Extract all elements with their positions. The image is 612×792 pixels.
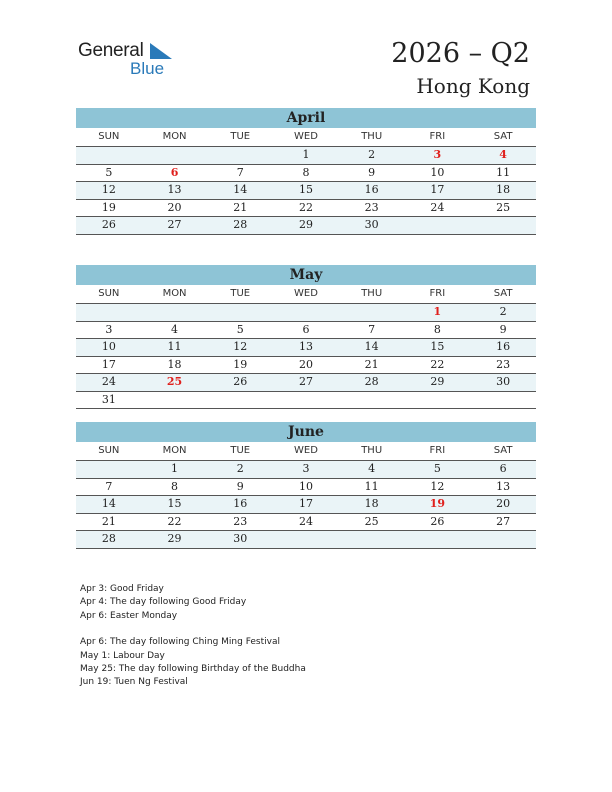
day-cell: 4	[339, 461, 405, 479]
day-cell: 12	[76, 182, 142, 200]
day-cell: 21	[76, 513, 142, 531]
week-row	[76, 182, 536, 200]
day-cell	[470, 391, 536, 409]
week-row	[76, 513, 536, 531]
day-cell: 19	[76, 199, 142, 217]
day-cell: 16	[339, 182, 405, 200]
day-cell: 3	[273, 461, 339, 479]
month-april	[76, 108, 536, 235]
month-grid	[76, 442, 536, 549]
weekday-header: SUN	[76, 128, 142, 147]
weekday-header: TUE	[207, 442, 273, 461]
day-cell: 26	[76, 217, 142, 235]
day-cell: 18	[339, 496, 405, 514]
day-cell: 4	[470, 147, 536, 165]
day-cell: 21	[339, 356, 405, 374]
day-cell	[405, 531, 471, 549]
month-title: April	[76, 108, 536, 128]
week-row	[76, 217, 536, 235]
day-cell: 6	[470, 461, 536, 479]
day-cell: 23	[207, 513, 273, 531]
month-june	[76, 422, 536, 549]
weekday-header: WED	[273, 285, 339, 304]
day-cell: 26	[207, 374, 273, 392]
month-title: May	[76, 265, 536, 285]
day-cell: 10	[76, 339, 142, 357]
day-cell	[470, 531, 536, 549]
week-row	[76, 321, 536, 339]
weekday-header: THU	[339, 285, 405, 304]
day-cell	[142, 304, 208, 322]
holiday-note: May 25: The day following Birthday of the Buddha	[80, 663, 306, 674]
day-cell: 8	[405, 321, 471, 339]
day-cell: 30	[339, 217, 405, 235]
day-cell: 7	[339, 321, 405, 339]
day-cell: 19	[207, 356, 273, 374]
weekday-header: THU	[339, 128, 405, 147]
day-cell	[76, 461, 142, 479]
day-cell: 10	[405, 164, 471, 182]
day-cell	[142, 391, 208, 409]
holiday-note: Apr 6: The day following Ching Ming Festival	[80, 637, 280, 648]
day-cell: 22	[142, 513, 208, 531]
day-cell: 9	[339, 164, 405, 182]
day-cell	[207, 304, 273, 322]
week-row	[76, 199, 536, 217]
weekday-header: SAT	[470, 442, 536, 461]
week-row	[76, 461, 536, 479]
day-cell: 1	[142, 461, 208, 479]
day-cell: 20	[470, 496, 536, 514]
week-row	[76, 374, 536, 392]
day-cell: 17	[273, 496, 339, 514]
day-cell: 2	[207, 461, 273, 479]
logo-general-text: General	[78, 40, 144, 61]
holiday-note: Jun 19: Tuen Ng Festival	[80, 677, 188, 688]
day-cell	[273, 391, 339, 409]
day-cell: 12	[405, 478, 471, 496]
day-cell: 13	[470, 478, 536, 496]
day-cell: 18	[142, 356, 208, 374]
week-row	[76, 339, 536, 357]
day-cell: 9	[207, 478, 273, 496]
month-grid	[76, 285, 536, 409]
day-cell: 29	[273, 217, 339, 235]
day-cell: 7	[76, 478, 142, 496]
day-cell: 5	[76, 164, 142, 182]
weekday-header: FRI	[405, 442, 471, 461]
day-cell: 8	[142, 478, 208, 496]
day-cell: 25	[142, 374, 208, 392]
generalblue-logo	[78, 40, 178, 80]
holiday-note: Apr 3: Good Friday	[80, 584, 164, 594]
day-cell: 11	[142, 339, 208, 357]
day-cell: 11	[339, 478, 405, 496]
day-cell: 20	[273, 356, 339, 374]
day-cell: 31	[76, 391, 142, 409]
day-cell	[273, 304, 339, 322]
day-cell: 24	[405, 199, 471, 217]
logo-triangle-icon	[150, 43, 172, 59]
day-cell: 15	[142, 496, 208, 514]
weekday-header: SAT	[470, 128, 536, 147]
day-cell: 13	[142, 182, 208, 200]
day-cell: 22	[273, 199, 339, 217]
day-cell: 1	[273, 147, 339, 165]
weekday-header: WED	[273, 442, 339, 461]
weekday-header: FRI	[405, 285, 471, 304]
day-cell: 16	[207, 496, 273, 514]
weekday-header: SUN	[76, 285, 142, 304]
day-cell: 22	[405, 356, 471, 374]
day-cell: 5	[207, 321, 273, 339]
week-row	[76, 391, 536, 409]
day-cell: 15	[273, 182, 339, 200]
day-cell: 8	[273, 164, 339, 182]
day-cell: 14	[339, 339, 405, 357]
day-cell: 2	[339, 147, 405, 165]
day-cell: 27	[470, 513, 536, 531]
day-cell: 25	[470, 199, 536, 217]
holiday-notes	[80, 583, 306, 690]
day-cell: 12	[207, 339, 273, 357]
day-cell: 30	[470, 374, 536, 392]
weekday-header: WED	[273, 128, 339, 147]
day-cell	[339, 391, 405, 409]
week-row	[76, 496, 536, 514]
day-cell	[470, 217, 536, 235]
day-cell: 11	[470, 164, 536, 182]
month-grid	[76, 128, 536, 235]
notes-spacer	[80, 623, 306, 636]
day-cell: 23	[470, 356, 536, 374]
day-cell: 26	[405, 513, 471, 531]
week-row	[76, 478, 536, 496]
week-row	[76, 164, 536, 182]
day-cell: 24	[76, 374, 142, 392]
day-cell: 29	[405, 374, 471, 392]
day-cell: 9	[470, 321, 536, 339]
holiday-note: Apr 6: Easter Monday	[80, 610, 178, 621]
day-cell: 17	[405, 182, 471, 200]
day-cell: 28	[339, 374, 405, 392]
day-cell: 30	[207, 531, 273, 549]
day-cell: 1	[405, 304, 471, 322]
day-cell	[76, 147, 142, 165]
day-cell	[405, 391, 471, 409]
day-cell	[273, 531, 339, 549]
day-cell: 10	[273, 478, 339, 496]
day-cell: 2	[470, 304, 536, 322]
day-cell: 14	[207, 182, 273, 200]
day-cell: 17	[76, 356, 142, 374]
week-row	[76, 304, 536, 322]
weekday-header: SUN	[76, 442, 142, 461]
day-cell: 28	[207, 217, 273, 235]
day-cell: 6	[273, 321, 339, 339]
week-row	[76, 531, 536, 549]
month-may	[76, 265, 536, 409]
day-cell	[76, 304, 142, 322]
day-cell: 13	[273, 339, 339, 357]
weekday-header: MON	[142, 442, 208, 461]
weekday-header: THU	[339, 442, 405, 461]
day-cell: 23	[339, 199, 405, 217]
weekday-header: SAT	[470, 285, 536, 304]
month-title: June	[76, 422, 536, 442]
holiday-note: May 1: Labour Day	[80, 650, 165, 661]
day-cell	[142, 147, 208, 165]
day-cell	[207, 391, 273, 409]
week-row	[76, 356, 536, 374]
week-row	[76, 147, 536, 165]
day-cell: 29	[142, 531, 208, 549]
weekday-header: MON	[142, 128, 208, 147]
day-cell: 3	[405, 147, 471, 165]
day-cell: 25	[339, 513, 405, 531]
day-cell	[405, 217, 471, 235]
weekday-header: TUE	[207, 128, 273, 147]
day-cell: 3	[76, 321, 142, 339]
day-cell: 4	[142, 321, 208, 339]
day-cell: 27	[142, 217, 208, 235]
weekday-header: FRI	[405, 128, 471, 147]
day-cell	[339, 304, 405, 322]
day-cell: 5	[405, 461, 471, 479]
day-cell: 15	[405, 339, 471, 357]
logo-blue-text: Blue	[130, 59, 165, 78]
day-cell: 21	[207, 199, 273, 217]
holiday-note: Apr 4: The day following Good Friday	[80, 597, 247, 608]
weekday-header: MON	[142, 285, 208, 304]
day-cell: 20	[142, 199, 208, 217]
day-cell: 19	[405, 496, 471, 514]
day-cell	[207, 147, 273, 165]
weekday-header: TUE	[207, 285, 273, 304]
day-cell: 6	[142, 164, 208, 182]
day-cell: 27	[273, 374, 339, 392]
day-cell: 7	[207, 164, 273, 182]
day-cell: 16	[470, 339, 536, 357]
year-quarter-title: 2026 – Q2	[391, 38, 530, 69]
day-cell: 24	[273, 513, 339, 531]
day-cell: 28	[76, 531, 142, 549]
day-cell: 14	[76, 496, 142, 514]
country-title: Hong Kong	[416, 74, 530, 98]
day-cell	[339, 531, 405, 549]
day-cell: 18	[470, 182, 536, 200]
